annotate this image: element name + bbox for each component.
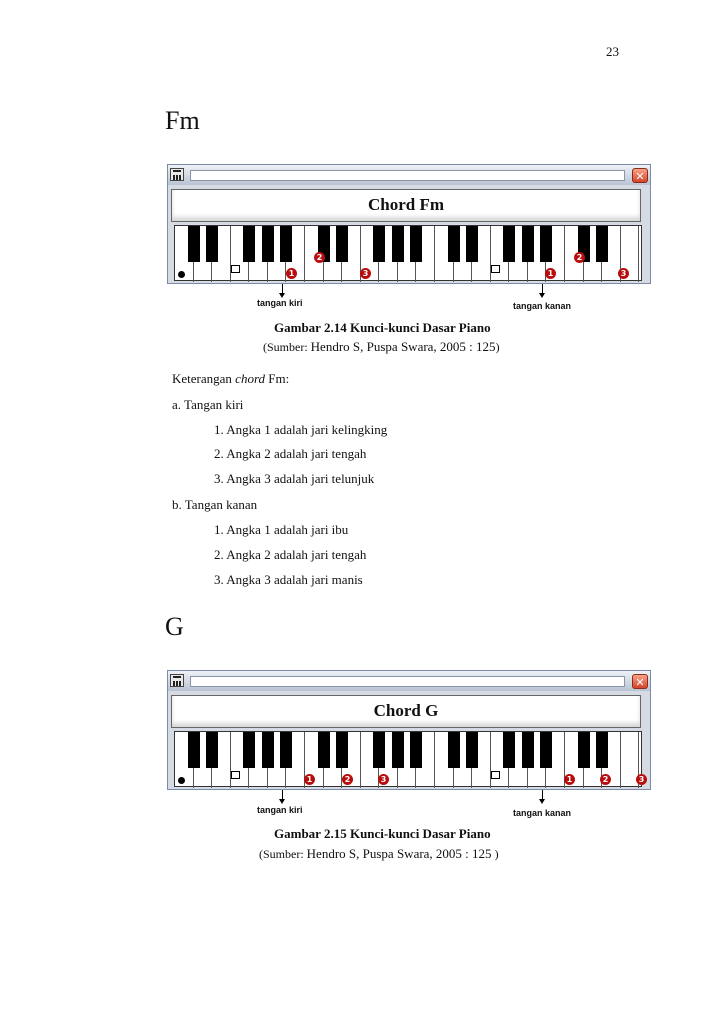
black-key[interactable]: [578, 732, 590, 768]
legend-right-item-2: 2. Angka 2 adalah jari tengah: [214, 547, 367, 562]
black-key[interactable]: [243, 226, 255, 262]
legend-left-item-2: 2. Angka 2 adalah jari tengah: [214, 446, 367, 461]
piano-app-icon: [170, 168, 184, 181]
black-key[interactable]: [392, 226, 404, 262]
source-open: (Sumber:: [263, 340, 311, 354]
piano-window-fm: [167, 164, 651, 284]
black-key[interactable]: [373, 732, 385, 768]
left-hand-arrow-head: [279, 799, 285, 804]
figure-caption-2-15: Gambar 2.15 Kunci-kunci Dasar Piano: [274, 826, 491, 841]
piano-app-icon: [170, 674, 184, 687]
legend-left-item-1: 1. Angka 1 adalah jari kelingking: [214, 422, 388, 437]
finger-marker-right-3: 3: [618, 268, 629, 279]
source-close: ): [491, 847, 499, 861]
legend-intro: [172, 371, 289, 387]
legend-left-item-3: 3. Angka 3 adalah jari telunjuk: [214, 471, 375, 486]
black-key[interactable]: [466, 226, 478, 262]
chord-title: Chord G: [373, 701, 439, 720]
black-key[interactable]: [280, 226, 292, 262]
black-key[interactable]: [503, 226, 515, 262]
figure-source-2-15: [259, 846, 499, 862]
legend-left-title: a. Tangan kiri: [172, 397, 244, 412]
black-key[interactable]: [410, 226, 422, 262]
right-hand-box-marker: [491, 771, 500, 779]
black-key[interactable]: [410, 732, 422, 768]
legend-right-item-1: 1. Angka 1 adalah jari ibu: [214, 522, 349, 537]
black-key[interactable]: [280, 732, 292, 768]
left-hand-label: tangan kiri: [257, 805, 303, 815]
black-key[interactable]: [522, 732, 534, 768]
title-bar: [168, 671, 650, 691]
black-key[interactable]: [466, 732, 478, 768]
black-key[interactable]: [206, 226, 218, 262]
chord-banner: [171, 189, 641, 222]
finger-marker-left-3: 3: [360, 268, 371, 279]
legend-intro-suffix: Fm:: [265, 371, 290, 386]
black-key[interactable]: [206, 732, 218, 768]
finger-marker-right-2: 2: [600, 774, 611, 785]
figure-caption-2-14: Gambar 2.14 Kunci-kunci Dasar Piano: [274, 320, 491, 335]
legend-intro-prefix: Keterangan: [172, 371, 236, 386]
black-key[interactable]: [392, 732, 404, 768]
black-key[interactable]: [448, 732, 460, 768]
piano-window-g: [167, 670, 651, 790]
close-button[interactable]: ✕: [632, 674, 648, 689]
source-main: Hendro S, Puspa Swara, 2005 : 125: [306, 846, 492, 861]
finger-marker-right-1: 1: [564, 774, 575, 785]
black-key[interactable]: [188, 226, 200, 262]
black-key[interactable]: [318, 732, 330, 768]
finger-marker-left-2: 2: [342, 774, 353, 785]
black-key[interactable]: [262, 732, 274, 768]
black-key[interactable]: [373, 226, 385, 262]
left-hand-label: tangan kiri: [257, 298, 303, 308]
black-key[interactable]: [540, 732, 552, 768]
title-bar: [168, 165, 650, 185]
black-key[interactable]: [596, 732, 608, 768]
page-number: 23: [606, 44, 619, 59]
start-dot-marker: [178, 777, 185, 784]
black-key[interactable]: [336, 226, 348, 262]
start-dot-marker: [178, 271, 185, 278]
black-key[interactable]: [243, 732, 255, 768]
black-key[interactable]: [336, 732, 348, 768]
chord-title: Chord Fm: [367, 195, 445, 214]
black-key[interactable]: [522, 226, 534, 262]
finger-marker-right-1: 1: [545, 268, 556, 279]
right-hand-arrow-head: [539, 293, 545, 298]
title-field: [190, 170, 625, 181]
black-key[interactable]: [188, 732, 200, 768]
section-heading-fm: Fm: [165, 106, 200, 135]
finger-marker-right-2: 2: [574, 252, 585, 263]
right-hand-arrow-head: [539, 799, 545, 804]
finger-marker-right-3: 3: [636, 774, 647, 785]
legend-right-title: b. Tangan kanan: [172, 497, 258, 512]
source-open: (Sumber:: [259, 847, 307, 861]
source-main: Hendro S, Puspa Swara, 2005 : 125: [310, 339, 496, 354]
finger-marker-left-1: 1: [286, 268, 297, 279]
finger-marker-left-1: 1: [304, 774, 315, 785]
piano-keyboard: [174, 225, 642, 281]
legend-right-item-3: 3. Angka 3 adalah jari manis: [214, 572, 363, 587]
legend-intro-emph: chord: [235, 371, 266, 386]
left-hand-box-marker: [231, 265, 240, 273]
piano-keyboard: [174, 731, 645, 787]
black-key[interactable]: [540, 226, 552, 262]
chord-banner: [171, 695, 641, 728]
finger-marker-left-2: 2: [314, 252, 325, 263]
right-hand-box-marker: [491, 265, 500, 273]
left-hand-box-marker: [231, 771, 240, 779]
black-key[interactable]: [503, 732, 515, 768]
black-key[interactable]: [448, 226, 460, 262]
title-field: [190, 676, 625, 687]
right-hand-label: tangan kanan: [513, 808, 572, 818]
close-button[interactable]: ✕: [632, 168, 648, 183]
black-key[interactable]: [262, 226, 274, 262]
right-hand-label: tangan kanan: [513, 301, 572, 311]
section-heading-g: G: [165, 612, 184, 641]
finger-marker-left-3: 3: [378, 774, 389, 785]
black-key[interactable]: [596, 226, 608, 262]
figure-source-2-14: [263, 339, 500, 355]
source-close: ): [495, 340, 500, 354]
